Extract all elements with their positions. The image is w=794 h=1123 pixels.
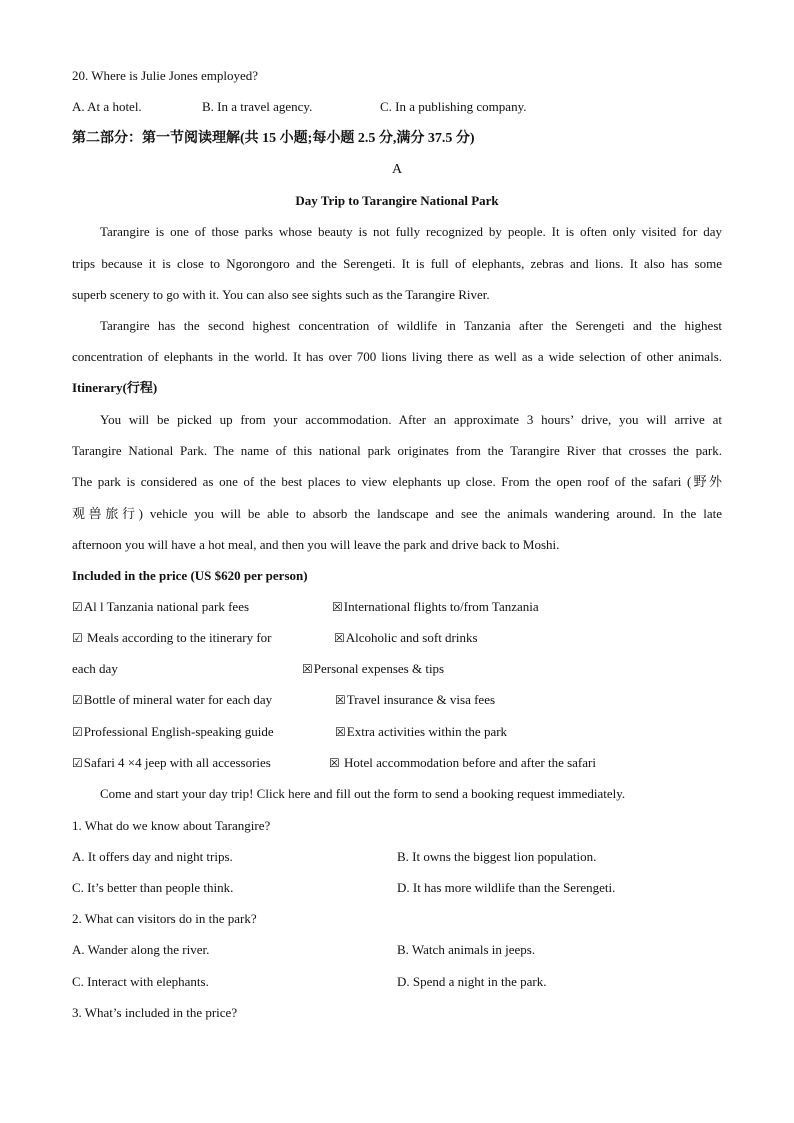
cross-icon: ☒ — [334, 631, 345, 645]
para1-line3: superb scenery to go with it. You can also see sights such as the Tarangire River. — [72, 287, 490, 302]
cross-icon: ☒ — [335, 693, 346, 707]
q1-option-c: C. It’s better than people think. — [72, 880, 234, 895]
check-icon: ☑ — [72, 693, 83, 707]
included-item-4: ☑Professional English-speaking guide — [72, 724, 274, 739]
q20-question: 20. Where is Julie Jones employed? — [72, 68, 259, 83]
q1-option-a: A. It offers day and night trips. — [72, 849, 233, 864]
para3-line5: afternoon you will have a hot meal, and then you will leave the park and drive back to Moshi. — [72, 537, 560, 552]
excluded-item-5: ☒Extra activities within the park — [335, 724, 508, 739]
cross-icon: ☒ — [332, 600, 343, 614]
included-item-2: ☑ Meals according to the itinerary for — [72, 630, 272, 645]
q2-option-c: C. Interact with elephants. — [72, 974, 209, 989]
q1-option-d: D. It has more wildlife than the Serengeti. — [397, 880, 616, 895]
check-icon: ☑ — [72, 756, 83, 770]
q2-option-b: B. Watch animals in jeeps. — [397, 942, 536, 957]
check-icon: ☑ — [72, 631, 83, 645]
q2-option-d: D. Spend a night in the park. — [397, 974, 547, 989]
excluded-item-3: ☒Personal expenses & tips — [302, 661, 445, 676]
excluded-item-6: ☒ Hotel accommodation before and after the safari — [329, 755, 596, 770]
price-heading: Included in the price (US $620 per person) — [72, 568, 308, 583]
excluded-item-1: ☒International flights to/from Tanzania — [332, 599, 539, 614]
para3-line2: Tarangire National Park. The name of this national park originates from the Tarangire River that crosses the park. — [72, 443, 722, 458]
q20-option-a: A. At a hotel. — [72, 99, 142, 114]
excluded-item-4: ☒Travel insurance & visa fees — [335, 692, 496, 707]
q1-stem: 1. What do we know about Tarangire? — [72, 818, 271, 833]
para1-line2: trips because it is close to Ngorongoro and the Serengeti. It is full of elephants, zebras and lions. It also has some — [72, 256, 722, 271]
q20-option-c: C. In a publishing company. — [380, 99, 527, 114]
cross-icon: ☒ — [335, 725, 346, 739]
passage-title: Day Trip to Tarangire National Park — [295, 193, 499, 208]
para3-line3: The park is considered as one of the best places to view elephants up close. From the open roof of the safari (野外 — [72, 474, 722, 489]
check-icon: ☑ — [72, 600, 83, 614]
included-item-2-cont: each day — [72, 661, 118, 676]
para2-line1: Tarangire has the second highest concentration of wildlife in Tanzania after the Serengeti and the highest — [100, 318, 722, 333]
section-heading: 第二部分：第一节阅读理解(共 15 小题;每小题 2.5 分,满分 37.5 分) — [72, 131, 475, 146]
check-icon: ☑ — [72, 725, 83, 739]
q2-option-a: A. Wander along the river. — [72, 942, 210, 957]
q3-stem: 3. What’s included in the price? — [72, 1005, 238, 1020]
itinerary-heading: Itinerary(行程) — [72, 380, 158, 395]
excluded-item-2: ☒Alcoholic and soft drinks — [334, 630, 478, 645]
included-item-1: ☑Al l Tanzania national park fees — [72, 599, 250, 614]
cross-icon: ☒ — [302, 662, 313, 676]
para3-line1: You will be picked up from your accommodation. After an approximate 3 hours’ drive, you will arrive at — [100, 412, 722, 427]
passage-letter: A — [391, 162, 403, 177]
included-item-3: ☑Bottle of mineral water for each day — [72, 692, 273, 707]
q1-option-b: B. It owns the biggest lion population. — [397, 849, 597, 864]
call-to-action: Come and start your day trip! Click here and fill out the form to send a booking request immediately. — [100, 786, 626, 801]
q2-stem: 2. What can visitors do in the park? — [72, 911, 257, 926]
para2-line2: concentration of elephants in the world. It has over 700 lions living there as well as a wide selection of other animals. — [72, 349, 722, 364]
q20-option-b: B. In a travel agency. — [202, 99, 313, 114]
para1-line1: Tarangire is one of those parks whose beauty is not fully recognized by people. It is often only visited for day — [100, 224, 722, 239]
included-item-5: ☑Safari 4 ×4 jeep with all accessories — [72, 755, 271, 770]
para3-line4: 观兽旅行) vehicle you will be able to absorb the landscape and see the animals wandering around. In the late — [72, 506, 722, 521]
cross-icon: ☒ — [329, 756, 340, 770]
